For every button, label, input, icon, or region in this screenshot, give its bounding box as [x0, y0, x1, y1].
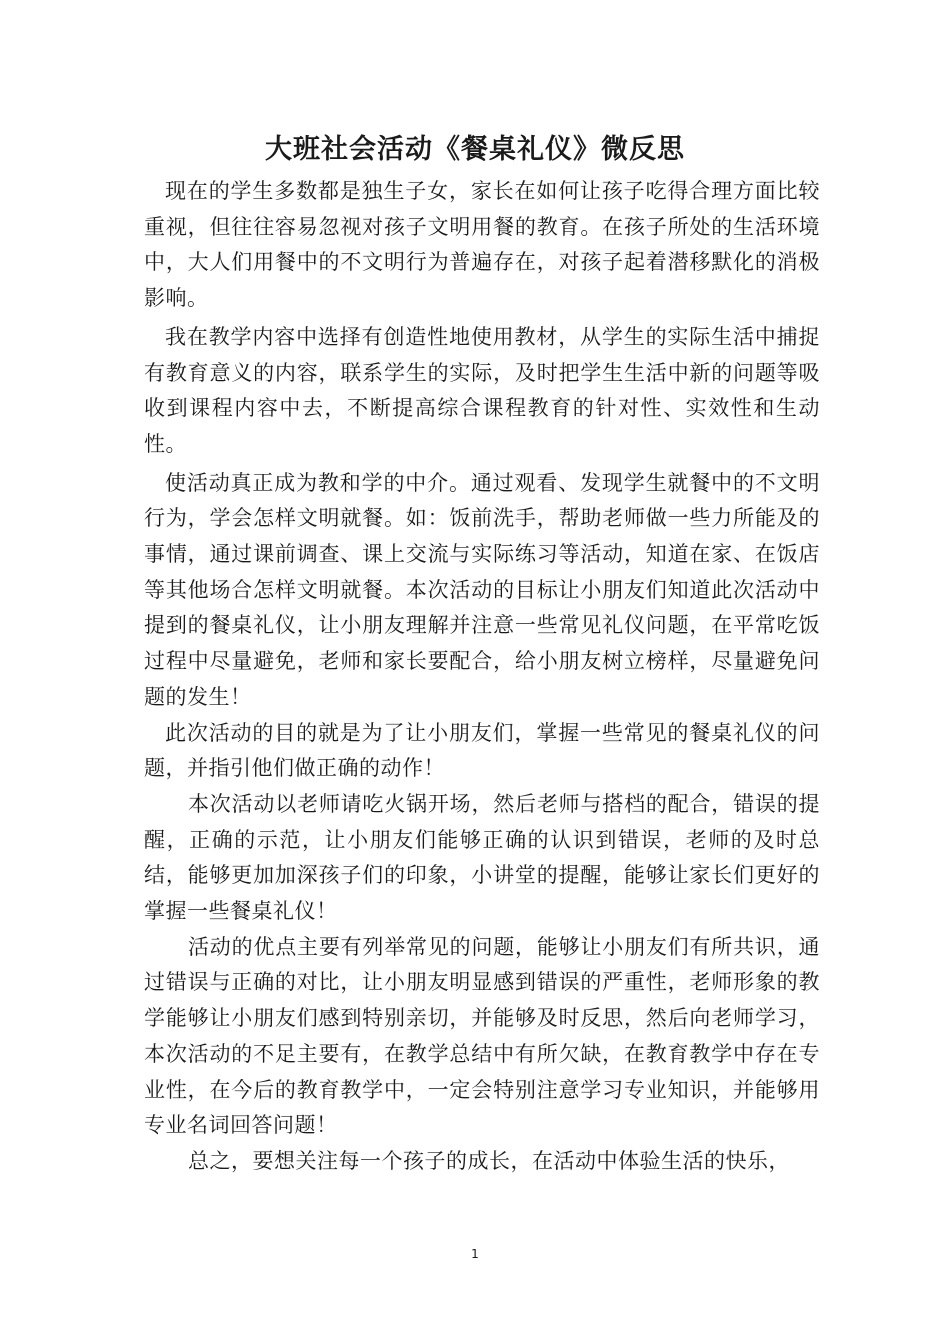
page-number: 1: [471, 1247, 479, 1261]
paragraph-6: 活动的优点主要有列举常见的问题，能够让小朋友们有所共识，通过错误与正确的对比，让小朋友明显感到错误的严重性，老师形象的教学能够让小朋友们感到特别亲切，并能够及时反思，然后向老师学习，本次活动的不足主要有，在教学总结中有所欠缺，在教育教学中存在专业性，在今后的教育教学中，一定会特别注意学习专业知识，并能够用专业名词回答问题！: [144, 934, 820, 1138]
paragraph-5: 本次活动以老师请吃火锅开场，然后老师与搭档的配合，错误的提醒，正确的示范，让小朋友们能够正确的认识到错误，老师的及时总结，能够更加加深孩子们的印象，小讲堂的提醒，能够让家长们更好的掌握一些餐桌礼仪！: [144, 791, 820, 924]
document-title: 大班社会活动《餐桌礼仪》微反思: [265, 134, 685, 165]
paragraph-2: 我在教学内容中选择有创造性地使用教材，从学生的实际生活中捕捉有教育意义的内容，联系学生的实际，及时把学生生活中新的问题等吸收到课程内容中去，不断提高综合课程教育的针对性、实效性和生动性。: [144, 324, 820, 456]
paragraph-4: 此次活动的目的就是为了让小朋友们，掌握一些常见的餐桌礼仪的问题，并指引他们做正确的动作！: [144, 720, 820, 781]
document-body: [144, 174, 820, 1180]
paragraph-3: 使活动真正成为教和学的中介。通过观看、发现学生就餐中的不文明行为，学会怎样文明就餐。如：饭前洗手，帮助老师做一些力所能及的事情，通过课前调查、课上交流与实际练习等活动，知道在家、在饭店等其他场合怎样文明就餐。本次活动的目标让小朋友们知道此次活动中提到的餐桌礼仪，让小朋友理解并注意一些常见礼仪问题，在平常吃饭过程中尽量避免，老师和家长要配合，给小朋友树立榜样，尽量避免问题的发生！: [144, 470, 820, 709]
paragraph-7: 总之，要想关注每一个孩子的成长，在活动中体验生活的快乐，: [188, 1148, 790, 1173]
paragraph-1: 现在的学生多数都是独生子女，家长在如何让孩子吃得合理方面比较重视，但往往容易忽视对孩子文明用餐的教育。在孩子所处的生活环境中，大人们用餐中的不文明行为普遍存在，对孩子起着潜移默化的消极影响。: [144, 179, 820, 311]
